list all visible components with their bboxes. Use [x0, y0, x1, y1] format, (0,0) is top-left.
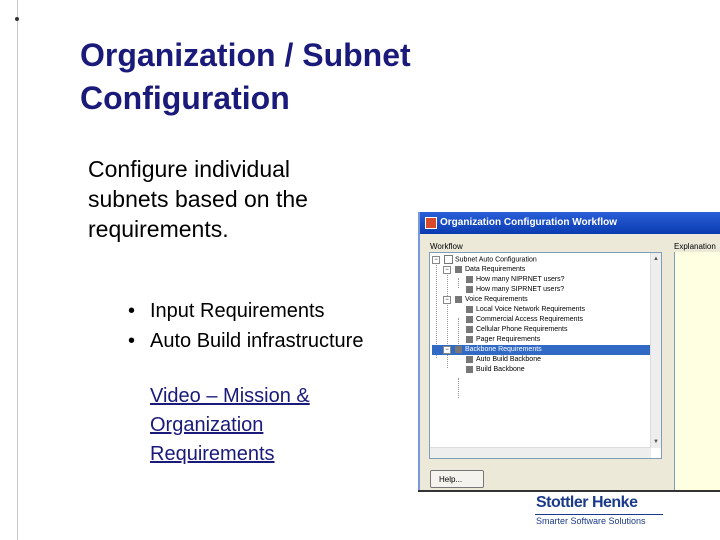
window-bottom-edge — [418, 490, 720, 492]
help-button[interactable]: Help... — [430, 470, 484, 488]
video-link[interactable] — [150, 382, 380, 469]
node-icon — [466, 316, 473, 323]
tree-row-label: How many SIPRNET users? — [476, 286, 565, 293]
logo-tagline: Smarter Software Solutions — [536, 516, 646, 526]
collapse-toggle-icon[interactable]: − — [443, 296, 451, 304]
tree-horizontal-scrollbar[interactable] — [430, 447, 651, 458]
title-line-1: Organization / Subnet — [80, 37, 411, 73]
tree-row-label: Pager Requirements — [476, 336, 541, 343]
bullet-item — [128, 296, 363, 326]
video-link-line-3[interactable]: Requirements — [150, 443, 275, 465]
tree-row-label: Backbone Requirements — [465, 346, 542, 353]
intro-line-2: subnets based on the — [88, 186, 308, 212]
workflow-tree[interactable] — [429, 252, 662, 459]
explanation-label: Explanation — [674, 242, 716, 251]
tree-row-label: Data Requirements — [465, 266, 526, 273]
tree-row[interactable] — [466, 315, 583, 325]
logo-divider — [535, 514, 663, 515]
intro-text — [88, 154, 388, 244]
bullet-list — [128, 296, 363, 356]
window-titlebar — [420, 212, 720, 234]
bullet-item — [128, 326, 363, 356]
app-icon — [425, 217, 437, 229]
tree-row-label: Cellular Phone Requirements — [476, 326, 568, 333]
company-logo: Stottler Henke — [536, 494, 638, 511]
intro-line-3: requirements. — [88, 216, 229, 242]
video-link-line-2[interactable]: Organization — [150, 414, 264, 436]
node-icon — [466, 366, 473, 373]
node-icon — [466, 286, 473, 293]
tree-row-label: Commercial Access Requirements — [476, 316, 583, 323]
collapse-toggle-icon[interactable]: − — [432, 256, 440, 264]
tree-connector — [436, 258, 437, 358]
tree-connector — [458, 378, 459, 398]
collapse-toggle-icon[interactable]: − — [443, 346, 451, 354]
workflow-label: Workflow — [430, 242, 463, 251]
bullet-dot: • — [128, 330, 136, 352]
node-icon — [455, 346, 462, 353]
tree-row-label: Voice Requirements — [465, 296, 528, 303]
left-margin-rule — [17, 0, 18, 540]
bullet-text: Auto Build infrastructure — [150, 330, 364, 352]
tree-connector — [458, 278, 459, 288]
bullet-dot: • — [128, 300, 136, 322]
workflow-window-screenshot — [418, 212, 720, 492]
tree-row-label: How many NIPRNET users? — [476, 276, 565, 283]
tree-row-label: Subnet Auto Configuration — [455, 256, 537, 264]
tree-row-selected[interactable] — [432, 345, 651, 355]
checkbox[interactable] — [444, 255, 453, 264]
tree-row[interactable] — [466, 275, 565, 285]
window-title: Organization Configuration Workflow — [440, 217, 618, 228]
tree-row-label: Build Backbone — [476, 366, 525, 373]
node-icon — [466, 326, 473, 333]
node-icon — [466, 276, 473, 283]
video-link-line-1[interactable]: Video – Mission & — [150, 385, 310, 407]
tree-row[interactable] — [466, 305, 585, 315]
intro-line-1: Configure individual — [88, 156, 291, 182]
title-line-2: Configuration — [80, 80, 290, 116]
tree-connector — [458, 318, 459, 348]
tree-row[interactable] — [466, 335, 540, 345]
tree-row-label: Local Voice Network Requirements — [476, 306, 585, 313]
node-icon — [455, 296, 462, 303]
node-icon — [455, 266, 462, 273]
tree-row-label: Auto Build Backbone — [476, 356, 541, 363]
tree-vertical-scrollbar[interactable] — [650, 253, 661, 448]
node-icon — [466, 336, 473, 343]
slide-title — [80, 34, 500, 120]
tree-row[interactable] — [466, 365, 525, 375]
bullet-text: Input Requirements — [150, 300, 325, 322]
tree-row[interactable] — [466, 325, 567, 335]
node-icon — [466, 306, 473, 313]
node-icon — [466, 356, 473, 363]
explanation-panel — [674, 252, 720, 492]
scroll-down-icon[interactable]: ▼ — [653, 439, 659, 445]
collapse-toggle-icon[interactable]: − — [443, 266, 451, 274]
scroll-up-icon[interactable]: ▲ — [653, 256, 659, 262]
tree-row[interactable] — [466, 285, 564, 295]
corner-dot — [15, 17, 19, 21]
tree-row[interactable] — [466, 355, 541, 365]
